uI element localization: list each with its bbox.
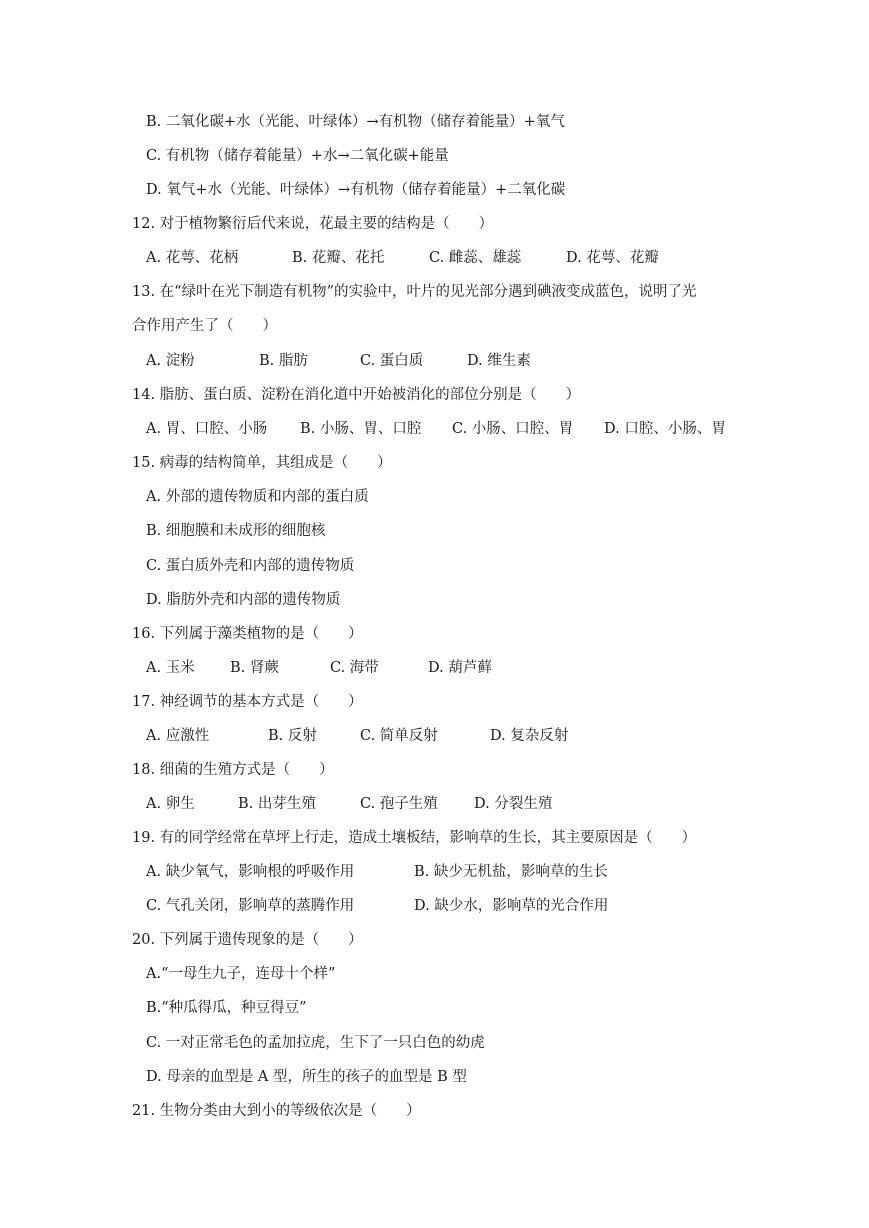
question-12: 12. 对于植物繁衍后代来说，花最主要的结构是（ ） [132,216,494,232]
q15-option-a: A. 外部的遗传物质和内部的蛋白质 [146,489,369,505]
q15-option-d: D. 脂肪外壳和内部的遗传物质 [146,592,341,608]
q15-option-b: B. 细胞膜和未成形的细胞核 [146,523,326,539]
q14-options [146,419,746,439]
q12-options [146,248,706,268]
q18-option-a: A. 卵生 [146,796,195,812]
q14-option-d: D. 口腔、小肠、胃 [604,421,726,437]
q12-option-b: B. 花瓣、花托 [292,250,385,266]
question-21: 21. 生物分类由大到小的等级依次是（ ） [132,1103,421,1119]
question-15: 15. 病毒的结构简单，其组成是（ ） [132,455,392,471]
q17-option-c: C. 简单反射 [360,728,438,744]
q20-option-c: C. 一对正常毛色的孟加拉虎，生下了一只白色的幼虎 [146,1035,485,1051]
q18-option-c: C. 孢子生殖 [360,796,438,812]
q19-option-a: A. 缺少氧气，影响根的呼吸作用 [146,864,355,880]
question-20: 20. 下列属于遗传现象的是（ ） [132,932,363,948]
question-16: 16. 下列属于藻类植物的是（ ） [132,626,363,642]
q16-options [146,658,526,678]
q16-option-a: A. 玉米 [146,660,195,676]
q18-option-b: B. 出芽生殖 [238,796,316,812]
q14-option-a: A. 胃、口腔、小肠 [146,421,268,437]
q17-option-a: A. 应激性 [146,728,210,744]
q19-option-b: B. 缺少无机盐，影响草的生长 [414,864,608,880]
q11-option-b: B. 二氧化碳+水（光能、叶绿体）→有机物（储存着能量）+氧气 [146,114,565,130]
q11-option-d: D. 氧气+水（光能、叶绿体）→有机物（储存着能量）+二氧化碳 [146,182,566,198]
q14-option-b: B. 小肠、胃、口腔 [300,421,422,437]
q11-option-c: C. 有机物（储存着能量）+水→二氧化碳+能量 [146,148,449,164]
q19-options-row2 [146,896,646,916]
q20-option-d: D. 母亲的血型是 A 型，所生的孩子的血型是 B 型 [146,1069,467,1085]
q19-option-c: C. 气孔关闭，影响草的蒸腾作用 [146,898,355,914]
q12-option-c: C. 雌蕊、雄蕊 [429,250,522,266]
question-19: 19. 有的同学经常在草坪上行走，造成土壤板结，影响草的生长，其主要原因是（ ） [132,830,697,846]
q15-option-c: C. 蛋白质外壳和内部的遗传物质 [146,558,355,574]
question-18: 18. 细菌的生殖方式是（ ） [132,762,334,778]
q20-option-a: A.“一母生九子，连母十个样” [146,966,336,982]
q16-option-b: B. 肾蕨 [230,660,279,676]
q18-option-d: D. 分裂生殖 [474,796,553,812]
q13-option-c: C. 蛋白质 [360,353,424,369]
question-13-line1: 13. 在“绿叶在光下制造有机物”的实验中，叶片的见光部分遇到碘液变成蓝色，说明了光 [132,284,697,300]
question-17: 17. 神经调节的基本方式是（ ） [132,694,363,710]
q17-option-b: B. 反射 [268,728,317,744]
q14-option-c: C. 小肠、口腔、胃 [452,421,574,437]
q13-option-b: B. 脂肪 [259,353,308,369]
q12-option-a: A. 花萼、花柄 [146,250,239,266]
question-13-line2: 合作用产生了（ ） [132,318,277,334]
q20-option-b: B.“种瓜得瓜，种豆得豆” [146,1000,307,1016]
q16-option-d: D. 葫芦藓 [428,660,492,676]
q16-option-c: C. 海带 [330,660,379,676]
q19-option-d: D. 缺少水，影响草的光合作用 [414,898,609,914]
q12-option-d: D. 花萼、花瓣 [566,250,659,266]
q17-option-d: D. 复杂反射 [490,728,569,744]
q13-option-d: D. 维生素 [467,353,531,369]
q13-options [146,351,596,371]
q13-option-a: A. 淀粉 [146,353,195,369]
q18-options [146,794,576,814]
q19-options-row1 [146,862,646,882]
q17-options [146,726,586,746]
question-14: 14. 脂肪、蛋白质、淀粉在消化道中开始被消化的部位分别是（ ） [132,387,581,403]
